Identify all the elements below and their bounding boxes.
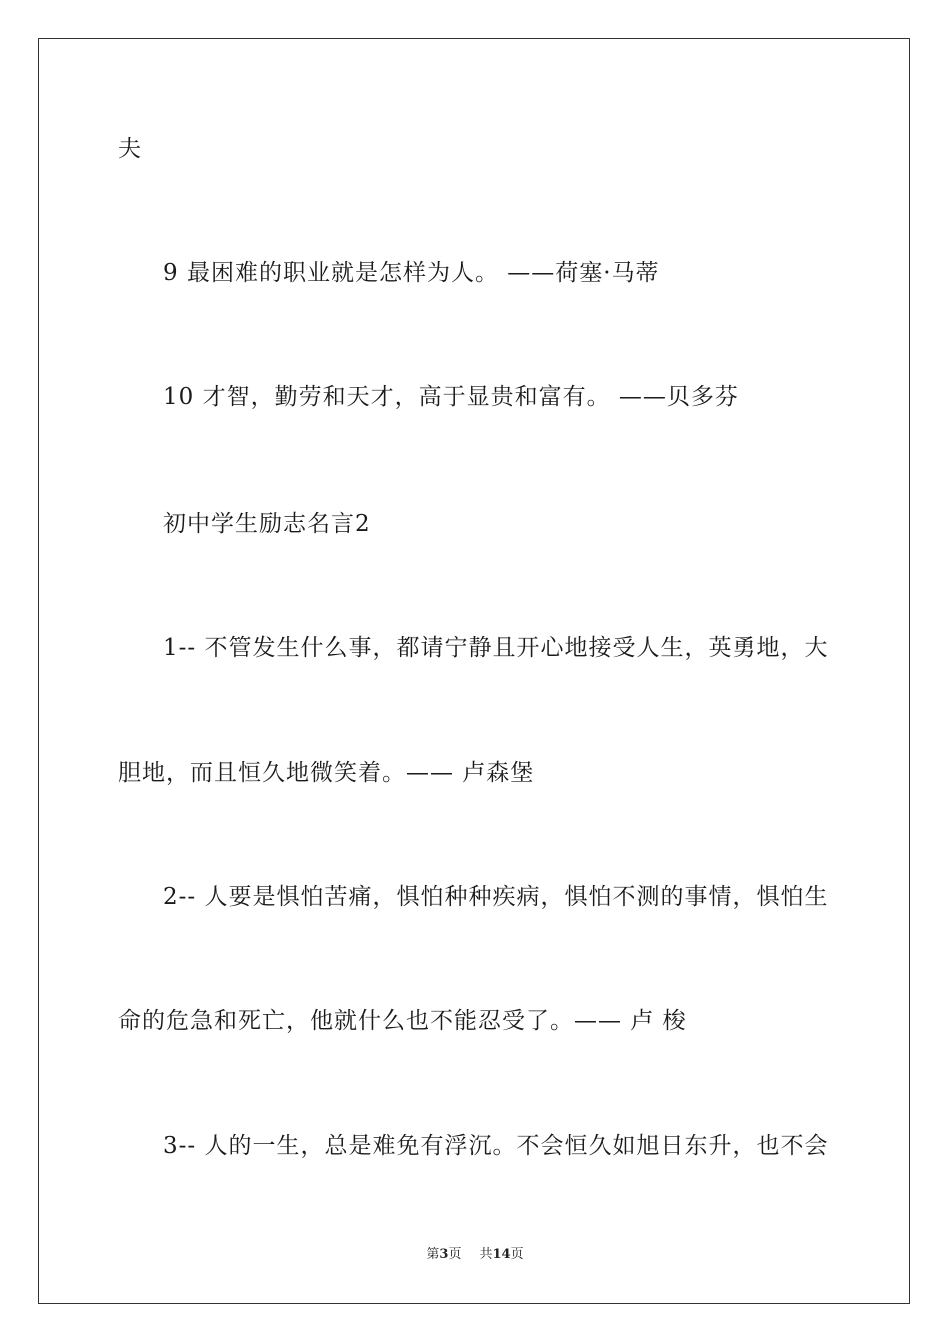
quote-line-3-part-1: 3-- 人的一生，总是难免有浮沉。不会恒久如旭日东升，也不会: [163, 1133, 829, 1159]
page-border: [38, 38, 910, 1304]
page-prefix: 第: [426, 1247, 440, 1262]
quote-line-10: 10 才智，勤劳和天才，高于显贵和富有。 ——贝多芬: [163, 384, 739, 410]
section-heading: 初中学生励志名言2: [163, 511, 371, 537]
total-suffix: 页: [510, 1247, 524, 1262]
quote-line-2-part-2: 命的危急和死亡，他就什么也不能忍受了。—— 卢 梭: [118, 1008, 687, 1034]
quote-line-9: 9 最困难的职业就是怎样为人。 ——荷塞·马蒂: [163, 260, 660, 286]
page-suffix: 页: [448, 1247, 462, 1262]
text-line-continuation: 夫: [118, 136, 142, 162]
quote-line-1-part-1: 1-- 不管发生什么事，都请宁静且开心地接受人生，英勇地，大: [163, 635, 829, 661]
total-prefix: 共: [479, 1247, 493, 1262]
quote-line-1-part-2: 胆地，而且恒久地微笑着。—— 卢森堡: [118, 760, 535, 786]
page-footer: [0, 1246, 950, 1264]
page-total: 14: [492, 1247, 511, 1262]
quote-line-2-part-1: 2-- 人要是惧怕苦痛，惧怕种种疾病，惧怕不测的事情，惧怕生: [163, 884, 829, 910]
page-current: 3: [439, 1247, 449, 1262]
